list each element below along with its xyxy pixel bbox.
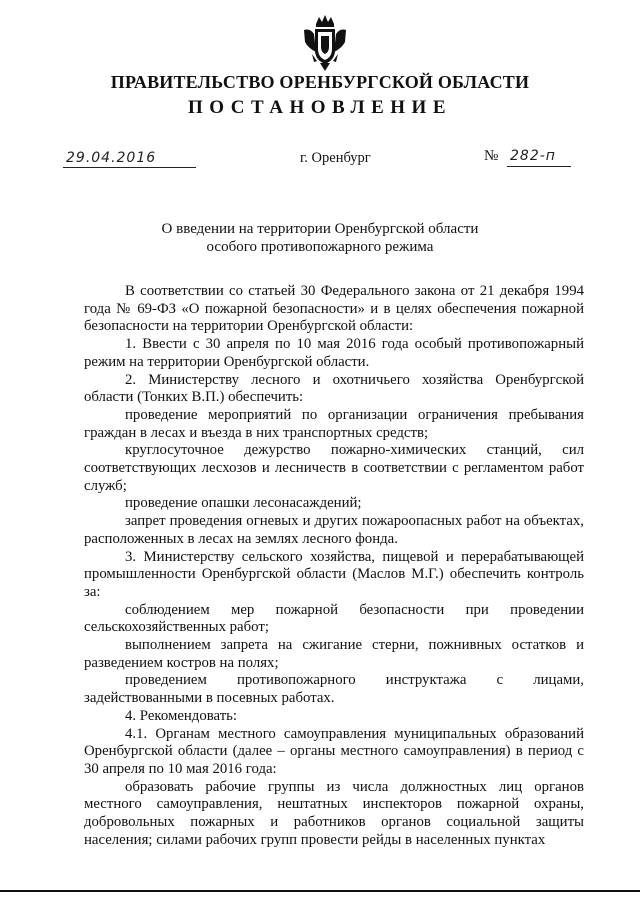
paragraph-item-4-1-sub-1: образовать рабочие группы из числа должностных лиц органов местного самоуправления, нештатных инспекторов пожарной охраны, добровольных пожарных и работников органов социальной защиты населения; силами рабочих групп провести рейды в населенных пунктах	[84, 778, 584, 848]
paragraph-item-3-sub-1: соблюдением мер пожарной безопасности при проведении сельскохозяйственных работ;	[84, 601, 584, 636]
paragraph-item-3-sub-2: выполнением запрета на сжигание стерни, пожнивных остатков и разведением костров на полях;	[84, 637, 584, 671]
number-label: №	[484, 148, 499, 164]
organization-name: ПРАВИТЕЛЬСТВО ОРЕНБУРГСКОЙ ОБЛАСТИ	[110, 72, 530, 92]
paragraph-item-4: 4. Рекомендовать:	[125, 707, 238, 724]
paragraph-preamble: В соответствии со статьей 30 Федерального закона от 21 декабря 1994 года № 69-ФЗ «О пожарной безопасности» и в целях обеспечения пожарной безопасности на территории Оренбургской области:	[84, 283, 584, 335]
coat-of-arms-icon	[302, 14, 348, 72]
paragraph-item-2-sub-2: круглосуточное дежурство пожарно-химических станций, сил соответствующих лесхозов и лесничеств в соответствии с регламентом работ служб;	[84, 442, 584, 494]
paragraph-item-3-sub-3: проведением противопожарного инструктажа с лицами, задействованными в посевных работах.	[84, 672, 584, 707]
document-date: 29.04.2016	[66, 150, 157, 166]
document-type: ПОСТАНОВЛЕНИЕ	[187, 97, 453, 118]
city: г. Оренбург	[300, 150, 371, 166]
paragraph-item-1: 1. Ввести с 30 апреля по 10 мая 2016 года особый противопожарный режим на территории Оренбургской области.	[84, 336, 584, 370]
paragraph-item-4-1: 4.1. Органам местного самоуправления муниципальных образований Оренбургской области (далее – органы местного самоуправления) в период с 30 апреля по 10 мая 2016 года:	[84, 725, 584, 777]
paragraph-item-2-sub-1: проведение мероприятий по организации ограничения пребывания граждан в лесах и въезда в них транспортных средств;	[84, 406, 584, 441]
document-title	[0, 221, 640, 256]
document-number: 282-п	[510, 148, 556, 164]
document-body	[84, 283, 584, 850]
paragraph-item-2-sub-4: запрет проведения огневых и других пожароопасных работ на объектах, расположенных в лесах на землях лесного фонда.	[84, 513, 584, 547]
date-underline	[63, 167, 196, 168]
paragraph-item-2: 2. Министерству лесного и охотничьего хозяйства Оренбургской области (Тонких В.П.) обеспечить:	[84, 371, 584, 406]
number-underline	[507, 166, 571, 167]
title-line-2: особого противопожарного режима	[206, 238, 434, 255]
title-line-1: О введении на территории Оренбургской области	[161, 221, 479, 237]
page-bottom-border	[0, 890, 640, 892]
paragraph-item-2-sub-3: проведение опашки лесонасаждений;	[125, 495, 362, 512]
paragraph-item-3: 3. Министерству сельского хозяйства, пищевой и перерабатывающей промышленности Оренбургской области (Маслов М.Г.) обеспечить контроль за:	[84, 548, 584, 600]
